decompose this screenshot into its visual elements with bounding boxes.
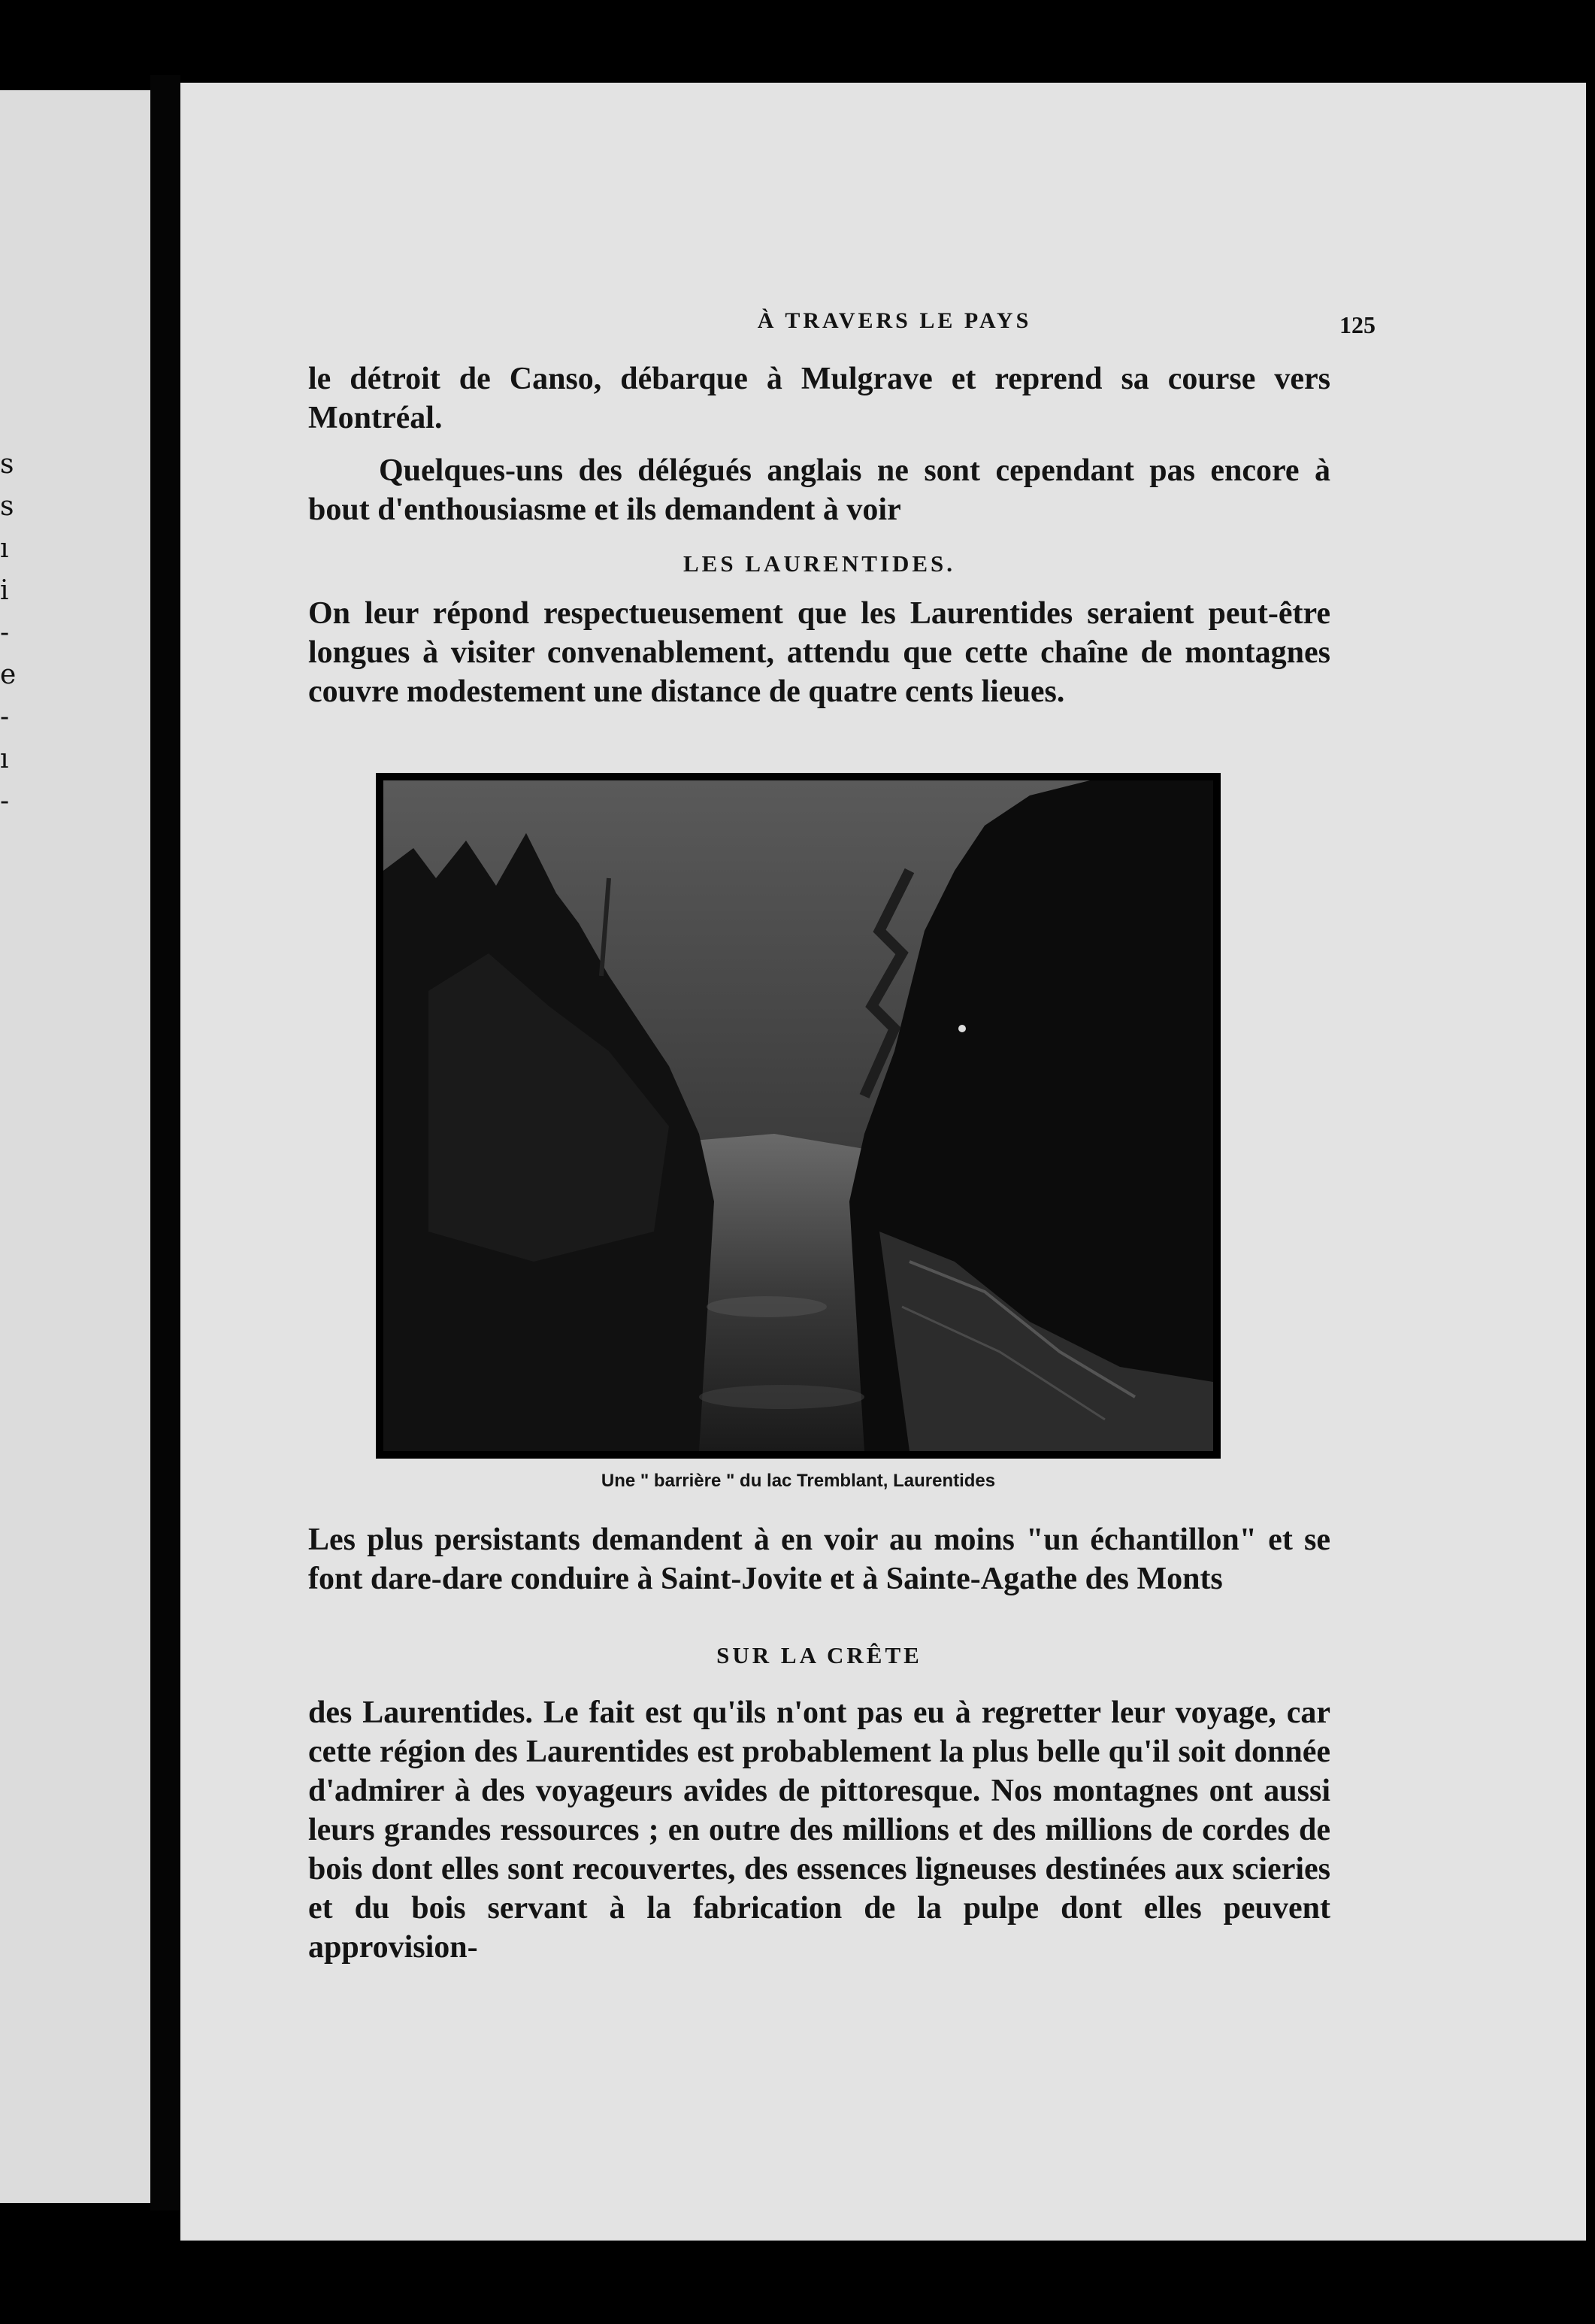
cut-letter: - xyxy=(0,617,10,648)
paragraph xyxy=(308,1520,1330,1598)
cut-letter: - xyxy=(0,786,10,817)
section-heading: SUR LA CRÊTE xyxy=(716,1642,922,1668)
section-heading: LES LAURENTIDES. xyxy=(682,550,956,577)
cut-letter: i xyxy=(0,575,9,606)
previous-page-fragment xyxy=(0,90,150,2203)
book-gutter xyxy=(150,75,180,2210)
cut-letter: ı xyxy=(0,533,9,564)
previous-page-cut-text xyxy=(0,444,15,823)
figure-caption: Une " barrière " du lac Tremblant, Laurentides xyxy=(601,1471,996,1491)
paragraph xyxy=(308,451,1330,529)
paragraph-text: Quelques-uns des délégués anglais ne sont cependant pas encore à bout d'enthousiasme et ils demandent à voir xyxy=(308,453,1330,527)
page-number: 125 xyxy=(1339,311,1376,338)
running-head: À TRAVERS LE PAYS xyxy=(757,308,1032,333)
cut-letter: ı xyxy=(0,744,9,774)
paragraph-text: On leur répond respectueusement que les Laurentides seraient peut-être longues à visiter convenablement, attendu que cette chaîne de montagnes couvre modestement une distance de quatre cents lieues. xyxy=(308,596,1330,709)
cut-letter: s xyxy=(0,491,14,522)
paragraph xyxy=(308,1693,1330,1967)
paragraph-text: le détroit de Canso, débarque à Mulgrave et reprend sa course vers Montréal. xyxy=(308,362,1330,435)
book-page xyxy=(180,83,1586,2241)
paragraph xyxy=(308,594,1330,711)
lake-photograph xyxy=(383,780,1213,1451)
paragraph-text: Les plus persistants demandent à en voir au moins "un échantillon" et se font dare-dare conduire à Saint-Jovite et à Sainte-Agathe des Monts xyxy=(308,1523,1330,1596)
cut-letter: - xyxy=(0,701,10,732)
paragraph-text: des Laurentides. Le fait est qu'ils n'ont pas eu à regretter leur voyage, car cette région des Laurentides est probablement la plus belle qu'il soit donnée d'admirer à des voyageurs avides de pittoresque. Nos montagnes ont aussi leurs grandes ressources ; en outre des millions et des millions de cordes de bois dont elles sont recouvertes, des essences ligneuses destinées aux scieries et du bois servant à la fabrication de la pulpe dont elles peuvent approvision- xyxy=(308,1695,1330,1965)
cut-letter: s xyxy=(0,449,14,480)
photograph-frame xyxy=(376,773,1221,1459)
paragraph xyxy=(308,359,1330,438)
cut-letter: e xyxy=(0,659,17,690)
